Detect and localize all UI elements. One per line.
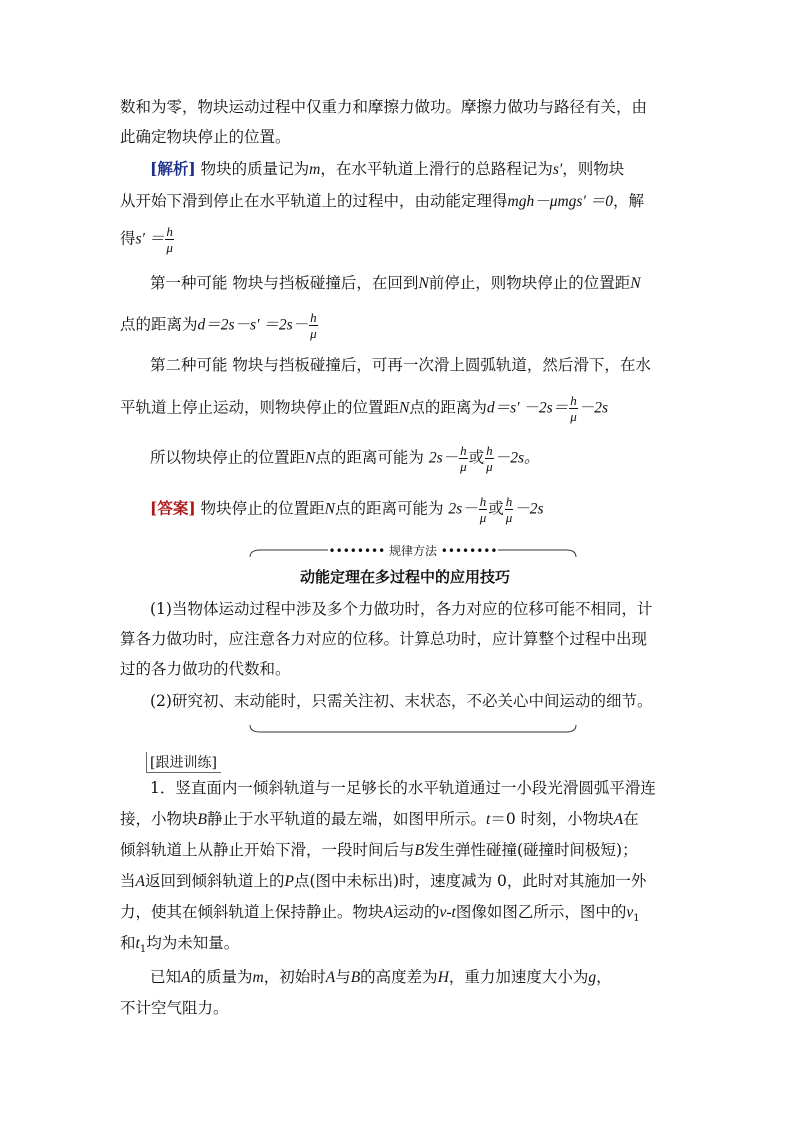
var-A: A	[135, 873, 145, 890]
text: ，重力加速度大小为	[448, 968, 589, 986]
text: ＝0 时刻，小物块	[490, 810, 614, 828]
method-p2	[150, 690, 652, 712]
text: 在	[623, 810, 639, 828]
fraction	[505, 494, 514, 525]
text: 的高度差为	[360, 968, 438, 986]
var-g: g	[588, 969, 597, 986]
text: 点(图中未标出)时，速度减为 0，此时对其施加一外	[293, 872, 647, 890]
text: 物块停止的位置距	[200, 499, 325, 518]
text: 得	[120, 229, 136, 248]
text: 倾斜轨道上从静止开始下滑，一段时间后与	[120, 841, 415, 859]
text: 或	[488, 499, 504, 518]
equation: 2s－	[448, 500, 478, 518]
text: ，在水平轨道上滑行的总路程记为	[320, 160, 553, 178]
text: 与	[335, 968, 351, 986]
practice-tag: [跟进训练]	[146, 752, 221, 773]
answer-line	[150, 494, 544, 525]
text: 当	[120, 872, 136, 890]
numerator: h	[460, 443, 467, 458]
var-N: N	[399, 399, 410, 417]
q1-line-4	[120, 870, 646, 893]
equation: d＝2s－s′ ＝2s－	[197, 316, 309, 334]
var-vt: v-t	[439, 904, 456, 921]
var-B: B	[350, 969, 361, 986]
text: 力，使其在倾斜轨道上保持静止。物块	[120, 903, 384, 921]
denominator: μ	[505, 510, 513, 525]
numerator: h	[166, 224, 173, 239]
var-t: t	[486, 811, 491, 828]
fraction	[309, 310, 318, 341]
equation: 2s－	[428, 449, 459, 467]
text: 算各力做功时，应注意各力对应的位移。计算总功时，应计算整个过程中出现	[120, 630, 648, 648]
text: 均为未知量。	[146, 934, 240, 952]
equation: s′ ＝	[135, 230, 165, 248]
equation: －2s。	[494, 449, 540, 467]
numerator: h	[505, 494, 513, 509]
case2-line-1	[150, 354, 651, 376]
var-t: t	[135, 935, 140, 952]
q2-line-1	[150, 966, 612, 989]
fraction	[459, 443, 468, 474]
fraction	[569, 393, 578, 424]
q2-line-2	[120, 997, 229, 1019]
equation-tail: －2s	[578, 399, 609, 417]
text: 1．竖直面内一倾斜轨道与一足够长的水平轨道通过一小段光滑圆弧平滑连	[150, 779, 656, 797]
numerator: h	[570, 393, 577, 408]
denominator: μ	[460, 459, 467, 474]
denominator: μ	[166, 240, 173, 255]
denominator: μ	[479, 510, 487, 525]
var-H: H	[437, 969, 449, 986]
fraction	[479, 494, 488, 525]
var-B: B	[414, 842, 424, 859]
text: (2)研究初、末动能时，只需关注初、末状态，不必关心中间运动的细节。	[150, 692, 653, 710]
answer-tag: [答案]	[150, 498, 196, 518]
q1-line-5	[120, 901, 640, 930]
case2-line-2	[120, 393, 608, 424]
text: 接，小物块	[120, 810, 198, 828]
text: (1)当物体运动过程中涉及多个力做功时，各力对应的位移可能不相同，计	[150, 600, 653, 618]
numerator: h	[479, 494, 487, 509]
method-bottom-rule	[248, 724, 578, 738]
var-P: P	[284, 873, 294, 890]
text: 点的距离可能为	[334, 499, 444, 518]
q1-line-6	[120, 932, 239, 961]
analysis-line-2	[120, 190, 644, 213]
text: 不计空气阻力。	[120, 999, 229, 1017]
denominator: μ	[570, 409, 577, 424]
method-p1-line-1	[150, 598, 652, 620]
var-m: m	[309, 161, 321, 178]
var-N: N	[418, 275, 429, 292]
text: 此确定物块停止的位置。	[120, 128, 291, 146]
var-A: A	[325, 969, 336, 986]
text: ，解	[612, 192, 644, 210]
q1-line-2	[120, 808, 639, 831]
equation: －2s	[514, 500, 544, 518]
var-N: N	[305, 449, 316, 467]
method-p1-line-3	[120, 658, 291, 680]
var-A: A	[613, 811, 624, 828]
denominator: μ	[486, 459, 493, 474]
q1-line-1	[150, 777, 656, 799]
text: 物块的质量记为	[200, 160, 310, 178]
q1-line-3	[120, 839, 638, 862]
text: 已知	[150, 968, 182, 986]
text: 所以物块停止的位置距	[150, 448, 306, 467]
text-line	[120, 96, 647, 118]
text: 点的距离可能为	[315, 448, 424, 467]
analysis-line-1	[150, 158, 624, 181]
text: 第二种可能 物块与挡板碰撞后，可再一次滑上圆弧轨道，然后滑下，在水	[150, 356, 651, 374]
fraction	[485, 443, 494, 474]
text-line	[120, 126, 291, 148]
method-label: •••••••• 规律方法 ••••••••	[328, 544, 498, 558]
equation: d＝s′ －2s＝	[486, 399, 569, 417]
text: 图像如图乙所示，图中的	[455, 903, 627, 921]
method-p1-line-2	[120, 628, 647, 650]
text: 的质量为	[190, 968, 253, 986]
text: 返回到倾斜轨道上的	[144, 872, 285, 890]
var-s-prime: s′	[552, 161, 563, 178]
equation: mgh－μmgs′ ＝0	[507, 193, 613, 210]
fraction	[165, 224, 174, 255]
text: 发生弹性碰撞(碰撞时间极短)；	[423, 841, 638, 859]
case1-line-2	[120, 310, 319, 341]
text: 运动的	[392, 903, 440, 921]
var-N: N	[324, 500, 335, 518]
text: 第一种可能 物块与挡板碰撞后，在回到	[150, 274, 419, 292]
analysis-line-3	[120, 224, 175, 255]
var-B: B	[197, 811, 207, 828]
text: 过的各力做功的代数和。	[120, 660, 291, 678]
subscript: 1	[139, 944, 147, 956]
text: 静止于水平轨道的最左端，如图甲所示。	[206, 810, 486, 828]
subscript: 1	[633, 913, 640, 925]
text: 从开始下滑到停止在水平轨道上的过程中，由动能定理得	[120, 192, 508, 210]
text: ，	[596, 968, 612, 986]
numerator: h	[310, 310, 317, 325]
text: 平轨道上停止运动，则物块停止的位置距	[120, 398, 400, 417]
text: 点的距离为	[120, 315, 198, 334]
conclusion-line	[150, 443, 539, 474]
text: 点的距离为	[409, 398, 487, 417]
analysis-tag: [解析]	[150, 159, 196, 178]
var-N: N	[630, 275, 641, 292]
var-A: A	[383, 904, 393, 921]
text: ，则物块	[562, 160, 625, 178]
case1-line-1	[150, 272, 641, 295]
var-m: m	[252, 969, 264, 986]
var-v: v	[626, 904, 634, 921]
var-A: A	[181, 969, 191, 986]
denominator: μ	[310, 326, 317, 341]
text: ，初始时	[263, 968, 326, 986]
method-title: 动能定理在多过程中的应用技巧	[300, 568, 511, 586]
text: 或	[468, 448, 485, 467]
text: 前停止，则物块停止的位置距	[428, 274, 631, 292]
text: 和	[120, 934, 136, 952]
text: 数和为零，物块运动过程中仅重力和摩擦力做功。摩擦力做功与路径有关，由	[120, 98, 648, 116]
numerator: h	[486, 443, 493, 458]
